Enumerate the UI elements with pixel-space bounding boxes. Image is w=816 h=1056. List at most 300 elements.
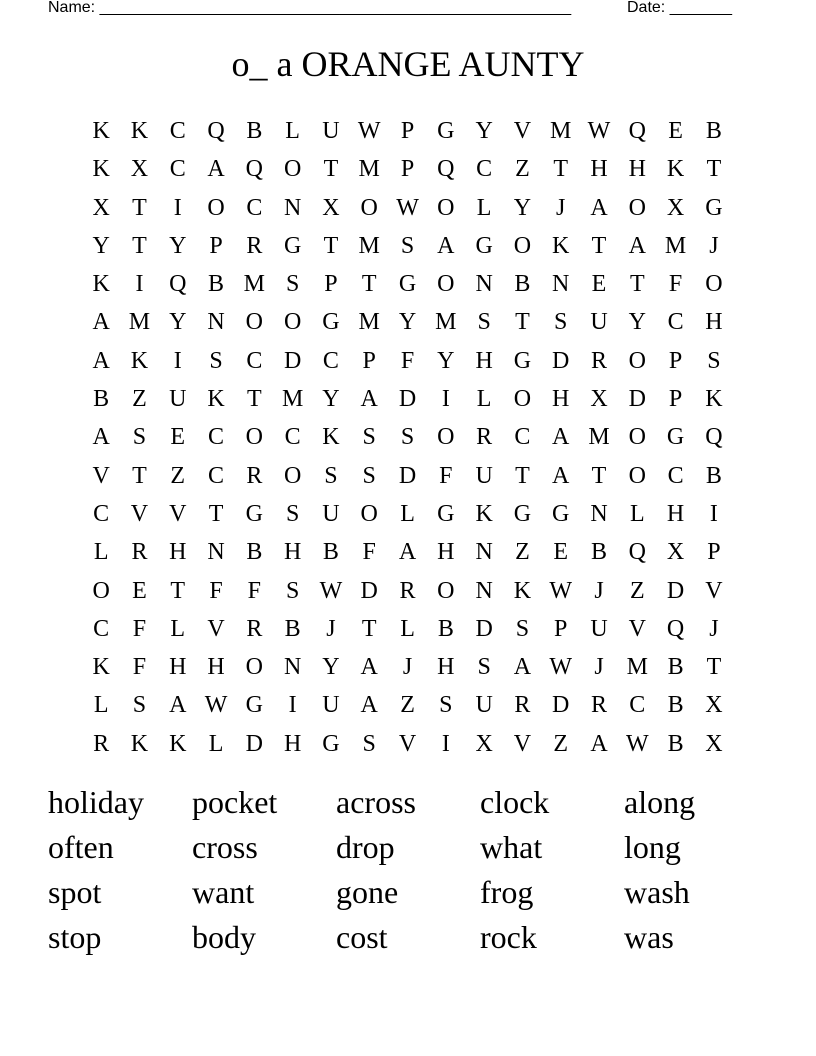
date-line: Date: _______ bbox=[627, 0, 732, 16]
grid-cell: A bbox=[590, 730, 608, 757]
grid-cell: P bbox=[400, 118, 415, 144]
grid-cell: P bbox=[668, 347, 683, 374]
grid-cell: H bbox=[283, 730, 302, 757]
grid-cell: P bbox=[324, 271, 338, 298]
grid-cell: T bbox=[629, 271, 645, 298]
grid-cell: O bbox=[245, 654, 263, 681]
grid-cell: Z bbox=[132, 386, 147, 413]
grid-cell: I bbox=[441, 730, 450, 757]
grid-cell: Q bbox=[169, 271, 187, 298]
grid-cell: S bbox=[439, 692, 453, 719]
worksheet-header bbox=[48, 0, 748, 18]
grid-cell: C bbox=[246, 194, 263, 221]
grid-cell: K bbox=[552, 232, 570, 259]
grid-cell: Q bbox=[245, 156, 263, 183]
grid-cell: N bbox=[283, 654, 302, 681]
grid-cell: V bbox=[513, 730, 532, 757]
grid-cell: T bbox=[132, 232, 147, 259]
grid-cell: M bbox=[281, 386, 304, 413]
grid-cell: X bbox=[92, 194, 110, 221]
grid-cell: T bbox=[591, 462, 607, 489]
grid-cell: S bbox=[209, 347, 223, 374]
grid-cell: C bbox=[667, 309, 684, 336]
grid-cell: X bbox=[666, 194, 685, 221]
grid-cell: F bbox=[209, 577, 223, 604]
grid-cell: D bbox=[398, 462, 417, 489]
grid-cell: D bbox=[552, 347, 570, 374]
grid-cell: L bbox=[285, 118, 300, 144]
grid-cell: J bbox=[594, 654, 604, 681]
grid-cell: H bbox=[437, 654, 455, 681]
grid-cell: W bbox=[357, 118, 381, 144]
grid-cell: V bbox=[207, 615, 225, 642]
word-list-item: pocket bbox=[192, 784, 278, 820]
word-list-item: frog bbox=[480, 874, 534, 910]
grid-cell: H bbox=[552, 386, 570, 413]
grid-cell: D bbox=[398, 386, 417, 413]
grid-cell: Z bbox=[515, 156, 530, 183]
grid-cell: O bbox=[245, 309, 263, 336]
grid-cell: T bbox=[132, 462, 147, 489]
grid-cell: N bbox=[475, 539, 493, 566]
grid-cell: C bbox=[169, 156, 186, 183]
grid-cell: C bbox=[514, 424, 531, 451]
name-line: Name: _____________________________________________________ bbox=[48, 0, 572, 16]
grid-cell: N bbox=[475, 577, 493, 604]
grid-cell: B bbox=[437, 615, 454, 642]
grid-cell: C bbox=[208, 462, 225, 489]
grid-cell: B bbox=[667, 730, 684, 757]
grid-cell: P bbox=[362, 347, 376, 374]
grid-cell: N bbox=[552, 271, 570, 298]
grid-cell: M bbox=[664, 232, 687, 259]
grid-cell: S bbox=[132, 424, 147, 451]
grid-cell: M bbox=[243, 271, 265, 298]
grid-cell: O bbox=[513, 232, 532, 259]
grid-cell: G bbox=[513, 347, 532, 374]
grid-cell: G bbox=[666, 424, 685, 451]
grid-cell: E bbox=[170, 424, 186, 451]
grid-cell: T bbox=[706, 156, 722, 183]
grid-cell: E bbox=[668, 118, 683, 144]
grid-cell: A bbox=[437, 232, 455, 259]
grid-cell: O bbox=[283, 156, 302, 183]
grid-cell: P bbox=[707, 539, 721, 566]
grid-cell: U bbox=[590, 309, 608, 336]
grid-cell: U bbox=[169, 386, 187, 413]
grid-cell: U bbox=[475, 462, 493, 489]
grid-cell: S bbox=[554, 309, 568, 336]
grid-cell: V bbox=[398, 730, 417, 757]
grid-cell: T bbox=[361, 615, 377, 642]
grid-cell: A bbox=[92, 347, 110, 374]
grid-cell: I bbox=[135, 271, 144, 298]
grid-cell: F bbox=[668, 271, 683, 298]
grid-cell: X bbox=[705, 692, 723, 719]
word-list-item: cross bbox=[192, 829, 258, 865]
grid-cell: D bbox=[283, 347, 302, 374]
grid-cell: E bbox=[553, 539, 569, 566]
grid-cell: O bbox=[437, 577, 455, 604]
grid-cell: J bbox=[556, 194, 566, 221]
word-list-item: wash bbox=[624, 874, 690, 910]
grid-cell: G bbox=[475, 232, 493, 259]
grid-cell: M bbox=[626, 654, 648, 681]
grid-cell: K bbox=[513, 577, 532, 604]
grid-cell: Y bbox=[169, 232, 187, 259]
grid-cell: S bbox=[285, 271, 300, 298]
grid-cell: X bbox=[322, 194, 340, 221]
grid-cell: S bbox=[400, 232, 415, 259]
grid-cell: W bbox=[625, 730, 649, 757]
grid-cell: J bbox=[594, 577, 604, 604]
grid-cell: T bbox=[706, 654, 722, 681]
word-list-item: cost bbox=[336, 919, 388, 955]
grid-cell: C bbox=[284, 424, 301, 451]
grid-cell: K bbox=[92, 654, 110, 681]
grid-cell: A bbox=[92, 424, 110, 451]
grid-cell: L bbox=[170, 615, 186, 642]
grid-cell: R bbox=[131, 539, 148, 566]
grid-cell: Y bbox=[398, 309, 417, 336]
grid-cell: F bbox=[362, 539, 376, 566]
grid-cell: G bbox=[245, 500, 263, 527]
grid-cell: K bbox=[705, 386, 723, 413]
grid-cell: B bbox=[705, 462, 722, 489]
grid-cell: U bbox=[322, 500, 340, 527]
grid-cell: S bbox=[132, 692, 147, 719]
grid-cell: S bbox=[707, 347, 721, 374]
grid-cell: X bbox=[705, 730, 723, 757]
grid-cell: H bbox=[705, 309, 723, 336]
grid-cell: K bbox=[475, 500, 493, 527]
word-list-item: clock bbox=[480, 784, 550, 820]
grid-cell: V bbox=[92, 462, 110, 489]
grid-cell: U bbox=[322, 692, 340, 719]
grid-cell: T bbox=[323, 156, 339, 183]
grid-cell: D bbox=[245, 730, 263, 757]
grid-cell: Y bbox=[437, 347, 455, 374]
grid-cell: T bbox=[132, 194, 147, 221]
grid-cell: B bbox=[322, 539, 339, 566]
grid-cell: O bbox=[207, 194, 225, 221]
grid-cell: A bbox=[360, 386, 378, 413]
grid-cell: K bbox=[130, 118, 149, 144]
grid-cell: M bbox=[550, 118, 572, 144]
grid-cell: T bbox=[591, 232, 607, 259]
grid-cell: Y bbox=[92, 232, 110, 259]
grid-cell: Z bbox=[553, 730, 569, 757]
grid-cell: A bbox=[360, 654, 378, 681]
grid-cell: B bbox=[93, 386, 110, 413]
grid-cell: H bbox=[628, 156, 646, 183]
grid-cell: O bbox=[628, 194, 646, 221]
grid-cell: M bbox=[358, 309, 380, 336]
grid-cell: W bbox=[549, 577, 573, 604]
grid-cell: D bbox=[475, 615, 493, 642]
grid-cell: G bbox=[398, 271, 417, 298]
grid-cell: A bbox=[398, 539, 417, 566]
grid-cell: L bbox=[476, 194, 492, 221]
grid-cell: R bbox=[246, 615, 263, 642]
grid-cell: T bbox=[208, 500, 224, 527]
grid-cell: Y bbox=[475, 118, 493, 144]
grid-cell: I bbox=[173, 194, 182, 221]
grid-cell: D bbox=[666, 577, 685, 604]
grid-cell: S bbox=[362, 424, 376, 451]
grid-cell: B bbox=[246, 118, 263, 144]
grid-cell: A bbox=[628, 232, 646, 259]
grid-cell: Q bbox=[437, 156, 455, 183]
grid-cell: A bbox=[92, 309, 110, 336]
grid-cell: I bbox=[173, 347, 182, 374]
grid-cell: S bbox=[477, 654, 491, 681]
grid-cell: U bbox=[475, 692, 493, 719]
grid-cell: E bbox=[591, 271, 607, 298]
grid-cell: O bbox=[437, 194, 455, 221]
grid-cell: G bbox=[437, 118, 455, 144]
grid-cell: K bbox=[92, 156, 110, 183]
grid-cell: S bbox=[515, 615, 530, 642]
grid-cell: W bbox=[319, 577, 343, 604]
grid-cell: A bbox=[360, 692, 378, 719]
grid-cell: Y bbox=[513, 194, 532, 221]
grid-cell: O bbox=[705, 271, 723, 298]
grid-cell: Q bbox=[705, 424, 723, 451]
grid-cell: R bbox=[246, 462, 263, 489]
grid-cell: O bbox=[628, 462, 646, 489]
grid-cell: Z bbox=[515, 539, 530, 566]
grid-cell: I bbox=[288, 692, 297, 719]
grid-cell: G bbox=[283, 232, 302, 259]
grid-cell: P bbox=[400, 156, 415, 183]
grid-cell: J bbox=[709, 232, 719, 259]
grid-cell: B bbox=[667, 692, 684, 719]
grid-cell: S bbox=[324, 462, 338, 489]
grid-cell: A bbox=[207, 156, 225, 183]
word-list-item: rock bbox=[480, 919, 537, 955]
grid-cell: B bbox=[208, 271, 225, 298]
grid-cell: B bbox=[667, 654, 684, 681]
grid-cell: K bbox=[92, 118, 110, 144]
word-list-item: long bbox=[624, 829, 681, 865]
grid-cell: W bbox=[549, 654, 573, 681]
grid-cell: B bbox=[705, 118, 722, 144]
word-list-item: often bbox=[48, 829, 114, 865]
grid-cell: Q bbox=[666, 615, 685, 642]
grid-cell: O bbox=[628, 424, 646, 451]
grid-cell: J bbox=[402, 654, 413, 681]
grid-cell: N bbox=[207, 309, 225, 336]
word-list-item: was bbox=[624, 919, 674, 955]
grid-cell: T bbox=[361, 271, 377, 298]
grid-cell: O bbox=[283, 309, 302, 336]
grid-cell: R bbox=[591, 347, 608, 374]
grid-cell: H bbox=[437, 539, 455, 566]
grid-cell: V bbox=[513, 118, 532, 144]
grid-cell: M bbox=[358, 156, 380, 183]
grid-cell: C bbox=[246, 347, 263, 374]
grid-cell: A bbox=[169, 692, 187, 719]
grid-cell: L bbox=[629, 500, 645, 527]
word-list bbox=[48, 780, 768, 960]
word-list-item: stop bbox=[48, 919, 102, 955]
grid-cell: P bbox=[554, 615, 568, 642]
word-list-item: across bbox=[336, 784, 416, 820]
grid-cell: C bbox=[169, 118, 186, 144]
grid-cell: L bbox=[93, 692, 109, 719]
grid-cell: Y bbox=[322, 654, 340, 681]
grid-cell: L bbox=[93, 539, 109, 566]
grid-cell: C bbox=[629, 692, 646, 719]
grid-cell: M bbox=[435, 309, 457, 336]
word-list-item: holiday bbox=[48, 784, 144, 820]
grid-cell: H bbox=[590, 156, 608, 183]
grid-cell: F bbox=[439, 462, 453, 489]
grid-cell: N bbox=[207, 539, 225, 566]
grid-cell: B bbox=[591, 539, 608, 566]
grid-cell: S bbox=[362, 730, 376, 757]
grid-cell: X bbox=[666, 539, 685, 566]
grid-cell: L bbox=[208, 730, 224, 757]
grid-cell: K bbox=[207, 386, 225, 413]
grid-cell: R bbox=[514, 692, 531, 719]
grid-cell: W bbox=[587, 118, 611, 144]
word-list-item: gone bbox=[336, 874, 399, 910]
grid-cell: Q bbox=[207, 118, 225, 144]
grid-cell: K bbox=[92, 271, 110, 298]
grid-cell: G bbox=[513, 500, 532, 527]
grid-cell: H bbox=[207, 654, 225, 681]
grid-cell: G bbox=[705, 194, 723, 221]
grid-cell: L bbox=[476, 386, 492, 413]
grid-cell: H bbox=[475, 347, 493, 374]
word-list-item: what bbox=[480, 829, 543, 865]
letter-grid bbox=[82, 112, 734, 763]
grid-cell: C bbox=[93, 500, 110, 527]
grid-cell: G bbox=[245, 692, 263, 719]
word-list-item: body bbox=[192, 919, 256, 955]
grid-cell: R bbox=[93, 730, 110, 757]
grid-cell: H bbox=[169, 539, 187, 566]
grid-cell: U bbox=[590, 615, 608, 642]
grid-cell: S bbox=[285, 577, 300, 604]
grid-cell: T bbox=[323, 232, 339, 259]
grid-cell: R bbox=[591, 692, 608, 719]
grid-cell: B bbox=[246, 539, 263, 566]
grid-cell: S bbox=[477, 309, 491, 336]
grid-cell: M bbox=[128, 309, 151, 336]
grid-cell: O bbox=[360, 194, 378, 221]
grid-cell: R bbox=[246, 232, 263, 259]
grid-cell: W bbox=[396, 194, 419, 221]
grid-cell: T bbox=[170, 577, 186, 604]
grid-cell: O bbox=[437, 271, 455, 298]
grid-cell: R bbox=[476, 424, 493, 451]
grid-cell: I bbox=[441, 386, 450, 413]
grid-cell: F bbox=[132, 654, 147, 681]
grid-cell: T bbox=[515, 462, 530, 489]
grid-cell: S bbox=[400, 424, 415, 451]
grid-cell: U bbox=[322, 118, 340, 144]
grid-cell: O bbox=[92, 577, 110, 604]
grid-cell: M bbox=[588, 424, 610, 451]
grid-cell: G bbox=[322, 309, 340, 336]
grid-cell: T bbox=[515, 309, 530, 336]
word-list-item: spot bbox=[48, 874, 102, 910]
grid-cell: C bbox=[208, 424, 225, 451]
grid-cell: H bbox=[169, 654, 187, 681]
grid-cell: Q bbox=[628, 118, 646, 144]
word-list-item: want bbox=[192, 874, 255, 910]
grid-cell: P bbox=[668, 386, 683, 413]
grid-cell: O bbox=[245, 424, 263, 451]
grid-cell: T bbox=[553, 156, 569, 183]
grid-cell: D bbox=[628, 386, 646, 413]
grid-cell: B bbox=[514, 271, 531, 298]
grid-cell: N bbox=[475, 271, 493, 298]
grid-cell: B bbox=[284, 615, 301, 642]
grid-cell: X bbox=[130, 156, 149, 183]
grid-cell: N bbox=[283, 194, 302, 221]
grid-cell: H bbox=[666, 500, 685, 527]
grid-cell: C bbox=[667, 462, 684, 489]
grid-cell: X bbox=[475, 730, 493, 757]
grid-cell: J bbox=[709, 615, 719, 642]
grid-cell: K bbox=[130, 347, 149, 374]
grid-cell: P bbox=[209, 232, 223, 259]
grid-cell: V bbox=[130, 500, 149, 527]
grid-cell: D bbox=[552, 692, 570, 719]
page-title: o_ a ORANGE AUNTY bbox=[231, 44, 585, 84]
grid-cell: C bbox=[322, 347, 339, 374]
grid-cell: H bbox=[283, 539, 302, 566]
grid-cell: K bbox=[666, 156, 685, 183]
grid-cell: Z bbox=[400, 692, 415, 719]
grid-cell: Y bbox=[322, 386, 340, 413]
grid-cell: A bbox=[552, 424, 570, 451]
grid-cell: V bbox=[705, 577, 723, 604]
grid-cell: Y bbox=[169, 309, 187, 336]
grid-cell: N bbox=[590, 500, 608, 527]
grid-cell: C bbox=[93, 615, 110, 642]
grid-cell: S bbox=[362, 462, 376, 489]
word-list-item: along bbox=[624, 784, 696, 820]
grid-cell: M bbox=[358, 232, 380, 259]
grid-cell: Z bbox=[170, 462, 186, 489]
grid-cell: A bbox=[590, 194, 608, 221]
grid-cell: R bbox=[399, 577, 416, 604]
grid-cell: F bbox=[247, 577, 262, 604]
grid-cell: A bbox=[513, 654, 532, 681]
grid-cell: I bbox=[709, 500, 718, 527]
grid-cell: C bbox=[476, 156, 493, 183]
grid-cell: V bbox=[628, 615, 646, 642]
grid-cell: D bbox=[360, 577, 378, 604]
grid-cell: Z bbox=[629, 577, 645, 604]
grid-cell: Y bbox=[628, 309, 646, 336]
grid-cell: L bbox=[400, 615, 415, 642]
grid-cell: G bbox=[552, 500, 570, 527]
grid-cell: G bbox=[437, 500, 455, 527]
grid-cell: O bbox=[513, 386, 532, 413]
grid-cell: T bbox=[247, 386, 262, 413]
grid-cell: O bbox=[283, 462, 302, 489]
grid-cell: A bbox=[552, 462, 570, 489]
grid-cell: O bbox=[437, 424, 455, 451]
grid-cell: F bbox=[132, 615, 147, 642]
grid-cell: S bbox=[285, 500, 300, 527]
